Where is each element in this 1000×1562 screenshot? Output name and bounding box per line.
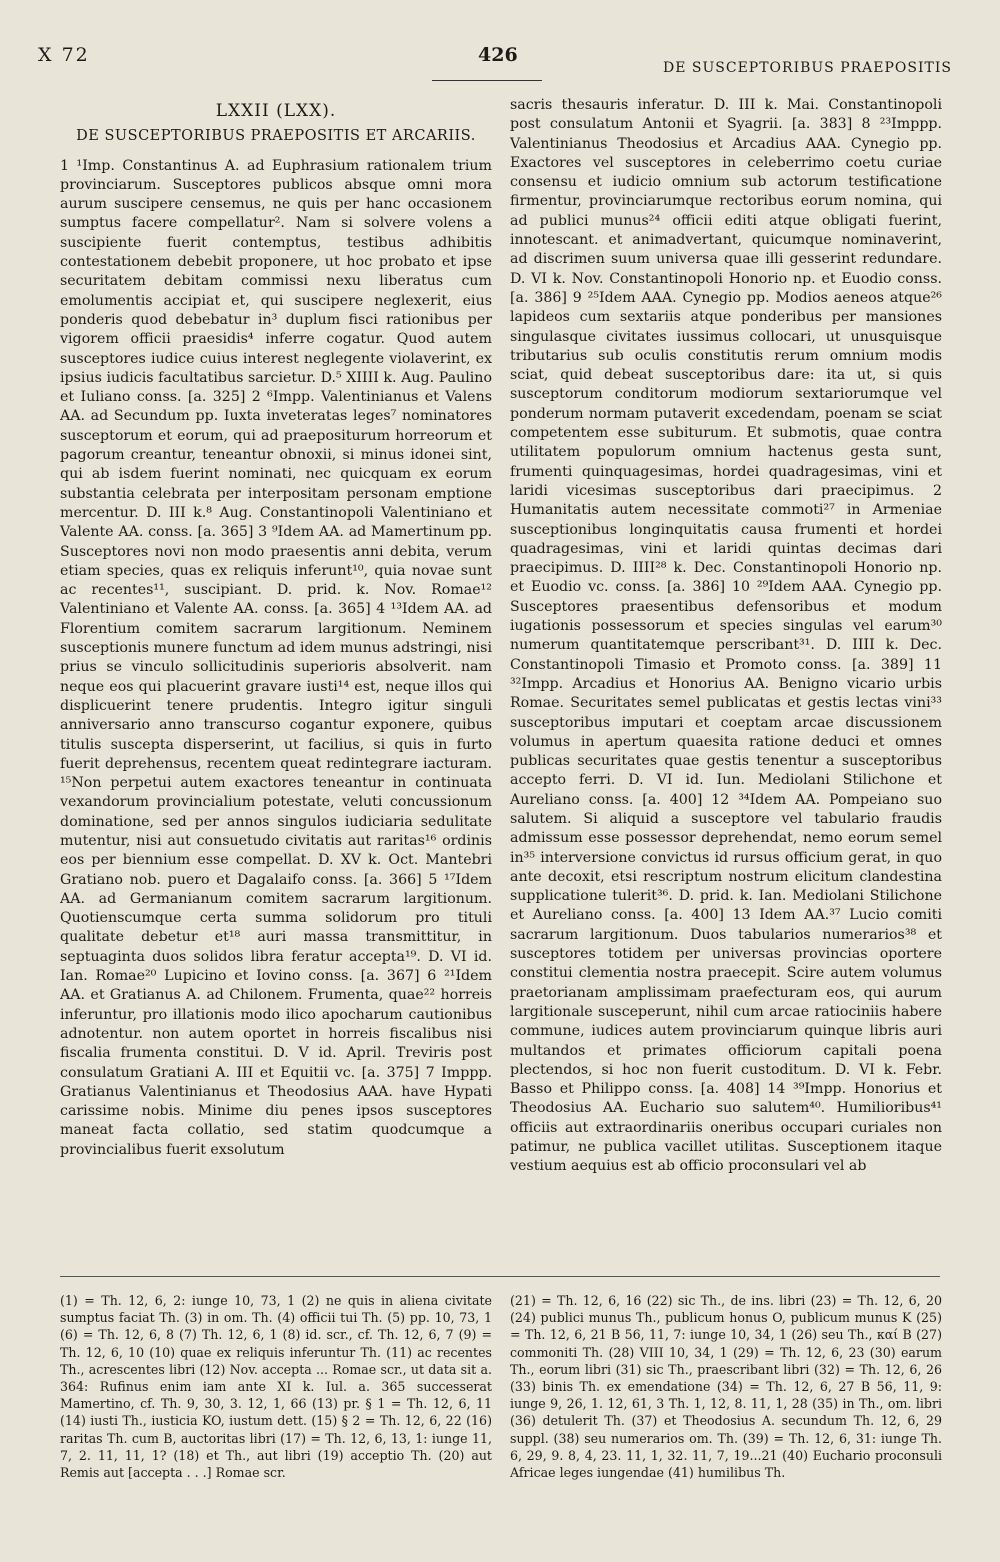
left-column-text: 1 ¹Imp. Constantinus A. ad Euphrasium rationalem trium provinciarum. Susceptores publicos absque omni mora aurum suscipere censemus, ne quis per hanc occasionem sumptus facere compellatur². Nam si solvere volens a suscipiente fuerit contemptus, testibus adhibitis contestationem debebit proponere, ut hoc probato et ipse securitatem debitam commissi nexu liberatus cum emolumentis accipiat et, qui suscipere neglexerit, eius ponderis quod debebatur in³ duplum fisci rationibus per vigorem officii praesidis⁴ inferre cogatur. Quod autem susceptores iudice cuius interest neglegente violaverint, ex ipsius iudicis facultatibus sarcietur. D.⁵ XIIII k. Aug. Paulino et Iuliano conss. [a. 325] 2 ⁶Impp. Valentinianus et Valens AA. ad Secundum pp. Iuxta inveteratas leges⁷ nominatores susceptorum et eorum, qui ad praepositurum horreorum et pagorum creantur, teneantur obnoxii, si minus idonei sint, qui ab isdem fuerint nominati, nec quicquam ex eorum substantia celebrata per interpositam personam emptione mercentur. D. III k.⁸ Aug. Constantinopoli Valentiniano et Valente AA. conss. [a. 365] 3 ⁹Idem AA. ad Mamertinum pp. Susceptores novi non modo praesentis anni debita, verum etiam species, quas ex reliquis inferunt¹⁰, quia novae sunt ac recentes¹¹, suscipiant. D. prid. k. Nov. Romae¹² Valentiniano et Valente AA. conss. [a. 365] 4 ¹³Idem AA. ad Florentium comitem sacrarum largitionum. Neminem susceptionis munere functum ad idem munus adstringi, nisi prius se vinculo sollicitudinis superioris absolverit. nam neque eos qui placuerint gravare iusti¹⁴ est, neque illos qui displicuerint tenere prudentis. Integro igitur singuli anniversario anno transcurso cogantur exponere, quibus titulis suscepta disperserint, ut facilius, si quis in furto fuerit deprehensus, recentem queat redintegrare iacturam. ¹⁵Non perpetui autem exactores teneantur in continuata vexandorum provincialium potestate, veluti concussionum dominatione, sed per annos singulos iudiciaria sedulitate mutentur, nisi aut consuetudo civitatis aut raritas¹⁶ ordinis eos per biennium esse compellat. D. XV k. Oct. Mantebri Gratiano nob. puero et Dagalaifo conss. [a. 366] 5 ¹⁷Idem AA. ad Germanianum comitem sacrarum largitionum. Quotienscumque certa summa solidorum pro tituli qualitate debetur et¹⁸ auri massa transmittitur, in septuaginta duos solidos libra feratur accepta¹⁹. D. VI id. Ian. Romae²⁰ Lupicino et Iovino conss. [a. 367] 6 ²¹Idem AA. et Gratianus A. ad Chilonem. Frumenta, quae²² horreis inferuntur, pro illationis modo ilico apocharum cautionibus adnotentur. non autem oportet in horreis fiscalibus nisi fiscalia frumenta constitui. D. V id. April. Treviris post consulatum Gratiani A. III et Equitii vc. [a. 375] 7 Imppp. Gratianus Valentinianus et Theodosius AAA. have Hypati carissime nobis. Minime diu penes ipsos susceptores maneat facta collatio, sed statim quodcumque a provincialibus fuerit exsolutum xyxy=(60,157,492,1158)
section-title: DE SUSCEPTORIBUS PRAEPOSITIS ET ARCARIIS. xyxy=(76,128,476,145)
right-column-text: sacris thesauris inferatur. D. III k. Mai. Constantinopoli post consulatum Antonii et Syagrii. [a. 383] 8 ²³Imppp. Valentinianus Theodosius et Arcadius AAA. Cynegio pp. Exactores vel susceptores in celeberrimo coetu curiae consensu et iudicio omnium sub actorum testificatione firmentur, provinciarumque rectoribus eorum nomina, qui ad publici munus²⁴ officii editi atque obligati fuerint, innotescant. et animadvertant, quicumque nominaverint, ad discrimen suum universa quae illi gesserint redundare. D. VI k. Nov. Constantinopoli Honorio np. et Euodio conss. [a. 386] 9 ²⁵Idem AAA. Cynegio pp. Modios aeneos atque²⁶ lapideos cum sextariis atque ponderibus per mansiones singulasque civitates iussimus collocari, ut unusquisque tributarius sub oculis constitutis rerum omnium modis sciat, quid debeat susceptoribus dare: ita ut, si quis susceptorum conditorum modiorum sextariorumque vel ponderum normam putaverit excedendam, poenam se sciat competentem esse subiturum. Et submotis, quae contra utilitatem populorum omnium hactenus gesta sunt, frumenti quinquagesimas, hordei quadragesimas, vini et laridi vicesimas susceptoribus dari praecipimus. 2 Humanitatis autem necessitate commoti²⁷ in Armeniae susceptionibus longinquitatis causa frumenti et hordei quadragesimas, vini et laridi quintas decimas dari praecipimus. D. IIII²⁸ k. Dec. Constantinopoli Honorio np. et Euodio vc. conss. [a. 386] 10 ²⁹Idem AAA. Cynegio pp. Susceptores praesentibus defensoribus et modum iugationis possessorum et species singulas vel earum³⁰ numerum quantitatemque perscribant³¹. D. IIII k. Dec. Constantinopoli Timasio et Promoto conss. [a. 389] 11 ³²Impp. Arcadius et Honorius AA. Benigno vicario urbis Romae. Securitates semel publicatas et gestis lectas vini³³ susceptoribus imputari et coeptam arcae discussionem volumus in apertum quaesita ratione deduci et omnes publicas securitates quae gestis tenentur a susceptoribus accepto ferri. D. VI id. Iun. Mediolani Stilichone et Aureliano conss. [a. 400] 12 ³⁴Idem AA. Pompeiano suo salutem. Si aliquid a susceptore vel tabulario fraudis admissum esse possessor deprehendat, nemo eorum semel in³⁵ interversione convictus id rursus officium gerat, in quo ante decoxit, etsi rescriptum nostrum elicitum clandestina supplicatione tulerit³⁶. D. prid. k. Ian. Mediolani Stilichone et Aureliano conss. [a. 400] 13 Idem AA.³⁷ Lucio comiti sacrarum largitionum. Duos tabularios numerarios³⁸ et susceptores totidem per universas provincias oportere constitui clementia nostra praecepit. Scire autem volumus praetorianam amplissimam praefecturam eos, qui aurum largitionale susceperunt, nihil cum arcae ratiociniis habere commune, iudices autem provinciarum quinque libris auri multandos et primates officiorum capitali poena plectendos, si hoc non fuerit custoditum. D. VI k. Febr. Basso et Philippo conss. [a. 408] 14 ³⁹Impp. Honorius et Theodosius AA. Euchario suo salutem⁴⁰. Humilioribus⁴¹ officiis aut extraordinariis oneribus occupari curiales non patimur, ne publica vacillet utilitas. Susceptionem itaque vestium aequius est ab officio proconsulari vel ab xyxy=(510,97,942,1175)
volume-marker: X 72 xyxy=(38,44,90,66)
footnote-rule xyxy=(60,1276,940,1277)
right-column xyxy=(510,96,942,1177)
page-number: 426 xyxy=(478,44,518,66)
section-heading xyxy=(60,102,492,147)
header-rule xyxy=(432,80,542,81)
running-title: DE SUSCEPTORIBUS PRAEPOSITIS xyxy=(662,60,952,76)
section-number: LXXII (LXX). xyxy=(215,101,337,121)
footnotes-right: (21) = Th. 12, 6, 16 (22) sic Th., de ins. libri (23) = Th. 12, 6, 20 (24) publici munus Th., publicum honus O, publicum munus K (25) = Th. 12, 6, 21 B 56, 11, 7: iunge 10, 34, 1 (26) seu Th., καί B (27) commoniti Th. (28) VIII 10, 34, 1 (29) = Th. 12, 6, 23 (30) earum Th., eorum libri (31) sic Th., praescribant libri (32) = Th. 12, 6, 26 (33) binis Th. ex emendatione (34) = Th. 12, 6, 27 B 56, 11, 9: iunge 9, 26, 1. 12, 61, 3 Th. 1, 12, 8. 11, 1, 28 (35) in Th., om. libri (36) detulerit Th. (37) et Theodosius A. secundum Th. 12, 6, 29 suppl. (38) seu numerarios om. Th. (39) = Th. 12, 6, 31: iunge Th. 6, 29, 9. 8, 4, 23. 11, 1, 32. 11, 7, 19...21 (40) Euchario proconsuli Africae leges iungendae (41) humilibus Th. xyxy=(510,1293,942,1481)
footnotes-left: (1) = Th. 12, 6, 2: iunge 10, 73, 1 (2) ne quis in aliena civitate sumptus faciat Th. (3) in om. Th. (4) officii tui Th. (5) pp. 10, 73, 1 (6) = Th. 12, 6, 8 (7) Th. 12, 6, 1 (8) id. scr., cf. Th. 12, 6, 7 (9) = Th. 12, 6, 10 (10) quae ex reliquis inferuntur Th. (11) ac recentes Th., acrescentes libri (12) Nov. accepta ... Romae scr., ut data sit a. 364: Rufinus enim iam ante XI k. Iul. a. 365 successerat Mamertino, cf. Th. 9, 30, 3. 12, 1, 66 (13) pr. § 1 = Th. 12, 6, 11 (14) iusti Th., iusticia KO, iustum dett. (15) § 2 = Th. 12, 6, 22 (16) raritas Th. cum B, auctoritas libri (17) = Th. 12, 6, 13, 1: iunge 11, 7, 2. 11, 11, 1? (18) et Th., aut libri (19) acceptio Th. (20) aut Remis aut [accepta . . .] Romae scr. xyxy=(60,1293,492,1481)
left-column xyxy=(60,96,492,1160)
